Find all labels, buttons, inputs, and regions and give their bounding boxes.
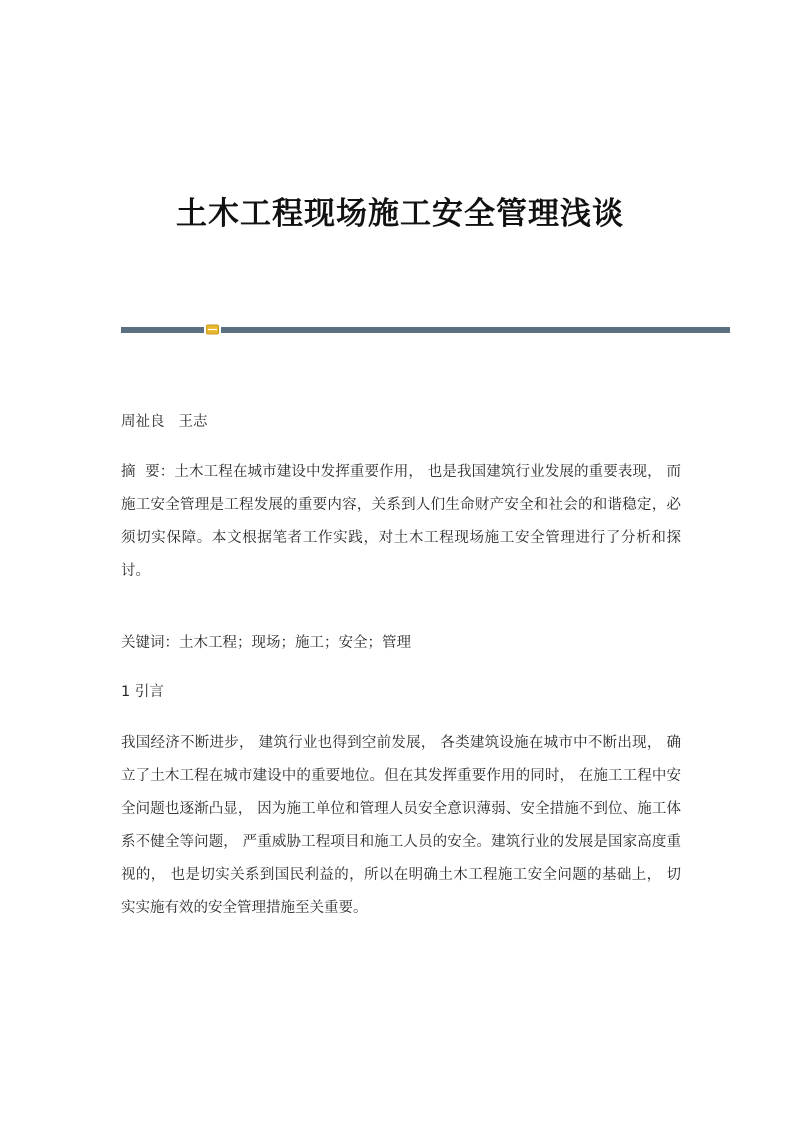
keywords-label: 关键词： [121,635,179,651]
title-divider-left [121,327,204,333]
author-name: 周祉良 [121,414,165,430]
body-paragraph: 我国经济不断进步， 建筑行业也得到空前发展， 各类建筑设施在城市中不断出现， 确立了土木工程在城市建设中的重要地位。但在其发挥重要作用的同时， 在施工工程中安全问题也逐渐凸显， 因为施工单位和管理人员安全意识薄弱、安全措施不到位、施工体系不健全等问题， 严重威胁工程项目和施工人员的安全。建筑行业的发展是国家高度重视的， 也是切实关系到国民利益的，所以在明确土木工程施工安全问题的基础上， 切实实施有效的安全管理措施至关重要。 [121,735,681,916]
abstract-label: 摘 要： [121,464,175,480]
author-list [121,410,681,434]
abstract [121,456,681,588]
section-heading: 1 引言 [121,684,164,700]
abstract-text: 土木工程在城市建设中发挥重要作用， 也是我国建筑行业发展的重要表现， 而施工安全管理是工程发展的重要内容，关系到人们生命财产安全和社会的和谐稳定，必须切实保障。本文根据笔者工作实践，对土木工程现场施工安全管理进行了分析和探讨。 [121,464,682,579]
author-name: 王志 [178,414,208,430]
divider-ornament-icon [206,323,219,336]
title-divider-right [221,327,730,333]
document-title: 土木工程现场施工安全管理浅谈 [176,196,624,232]
keywords [121,631,681,655]
keywords-text: 土木工程；现场；施工；安全；管理 [179,635,411,651]
